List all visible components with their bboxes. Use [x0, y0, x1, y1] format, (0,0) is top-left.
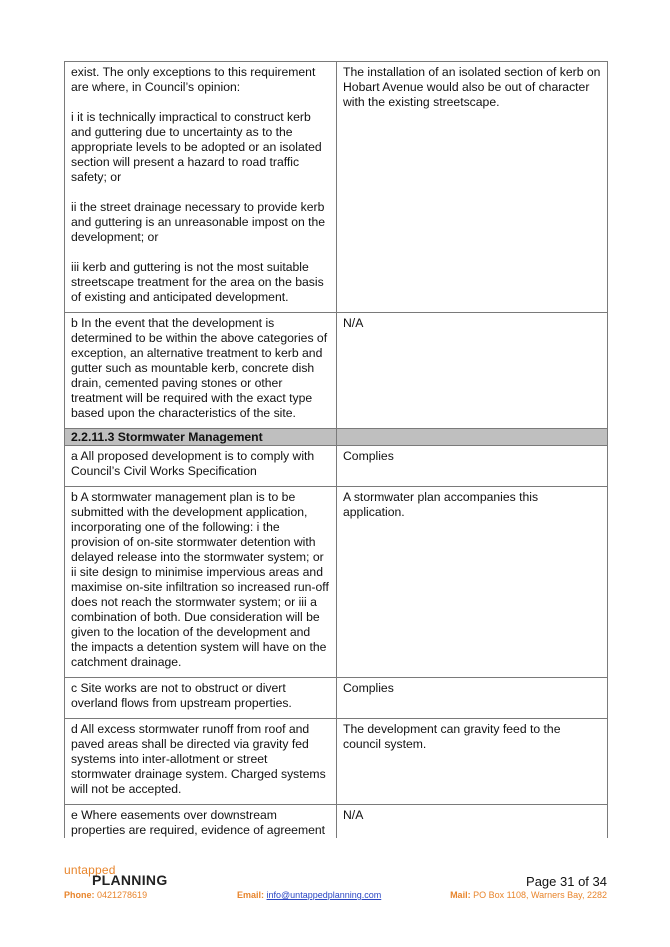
table-row — [65, 446, 608, 487]
requirement-cell — [65, 678, 337, 719]
logo-word-untapped: untapped — [64, 863, 116, 877]
requirement-text: c Site works are not to obstruct or divert overland flows from upstream properties. — [71, 681, 292, 710]
response-cell — [337, 678, 608, 719]
phone-value: 0421278619 — [97, 890, 148, 900]
logo-word-planning: PLANNING — [92, 872, 168, 888]
table-row — [65, 805, 608, 839]
response-text: The development can gravity feed to the council system. — [343, 722, 561, 751]
phone-label: Phone: — [64, 890, 95, 900]
table-row — [65, 313, 608, 429]
requirement-text: b In the event that the development is determined to be within the above categories of exception, an alternative treatment to kerb and gutter such as mountable kerb, concrete dish drain, cemented paving stones or other treatment will be required with the exact type based upon the characteristics of the site. — [71, 316, 328, 420]
response-cell — [337, 62, 608, 313]
requirement-text: exist. The only exceptions to this requirement are where, in Council’s opinion: — [71, 65, 316, 94]
mail-value: PO Box 1108, Warners Bay, 2282 — [473, 890, 607, 900]
response-cell — [337, 719, 608, 805]
table-row — [65, 678, 608, 719]
requirement-cell — [65, 313, 337, 429]
response-cell — [337, 446, 608, 487]
untapped-planning-logo — [64, 863, 194, 887]
response-text: N/A — [343, 808, 364, 822]
requirement-text: b A stormwater management plan is to be submitted with the development application, incorporating one of the following: i the provision of on-site stormwater detention with delayed release into the stormwater system; or ii site design to minimise impervious areas and maximise on-site infiltration so increased run-off does not reach the stormwater system; or iii a combination of both. Due consideration will be given to the location of the development and the impacts a detention system will have on the catchment drainage. — [71, 490, 329, 669]
requirement-text: d All excess stormwater runoff from roof and paved areas shall be directed via gravity fed systems into inter-allotment or street stormwater drainage system. Charged systems will not be accepted. — [71, 722, 326, 796]
response-text: Complies — [343, 449, 394, 463]
requirement-cell — [65, 805, 337, 839]
email-label: Email: — [237, 890, 265, 900]
footer-mail — [450, 890, 607, 900]
section-heading: 2.2.11.3 Stormwater Management — [65, 429, 337, 446]
response-text: The installation of an isolated section of kerb on Hobart Avenue would also be out of character with the existing streetscape. — [343, 65, 601, 109]
table-row — [65, 719, 608, 805]
requirement-text: a All proposed development is to comply with Council’s Civil Works Specification — [71, 449, 315, 478]
response-cell — [337, 805, 608, 839]
response-text: A stormwater plan accompanies this application. — [343, 490, 539, 519]
requirement-text: e Where easements over downstream properties are required, evidence of agreement — [71, 808, 326, 837]
response-cell — [337, 487, 608, 678]
table-row — [65, 487, 608, 678]
mail-label: Mail: — [450, 890, 471, 900]
response-text: Complies — [343, 681, 394, 695]
table-row — [65, 62, 608, 313]
requirement-text: ii the street drainage necessary to provide kerb and guttering is an unreasonable impost on the development; or — [71, 200, 326, 244]
requirement-cell — [65, 487, 337, 678]
response-text: N/A — [343, 316, 364, 330]
page-number: Page 31 of 34 — [526, 874, 607, 889]
requirement-text: iii kerb and guttering is not the most suitable streetscape treatment for the area on the basis of existing and anticipated development. — [71, 260, 324, 304]
response-cell — [337, 313, 608, 429]
footer-email — [237, 890, 381, 900]
section-heading-row — [65, 429, 608, 446]
requirement-cell — [65, 62, 337, 313]
section-heading-blank — [337, 429, 608, 446]
requirement-cell — [65, 719, 337, 805]
requirement-cell — [65, 446, 337, 487]
compliance-table — [64, 61, 608, 838]
email-link[interactable]: info@untappedplanning.com — [266, 890, 382, 900]
requirement-text: i it is technically impractical to construct kerb and guttering due to uncertainty as to the appropriate levels to be adopted or an isolated section will present a hazard to road traffic safety; or — [71, 110, 322, 184]
footer-phone — [64, 890, 147, 900]
